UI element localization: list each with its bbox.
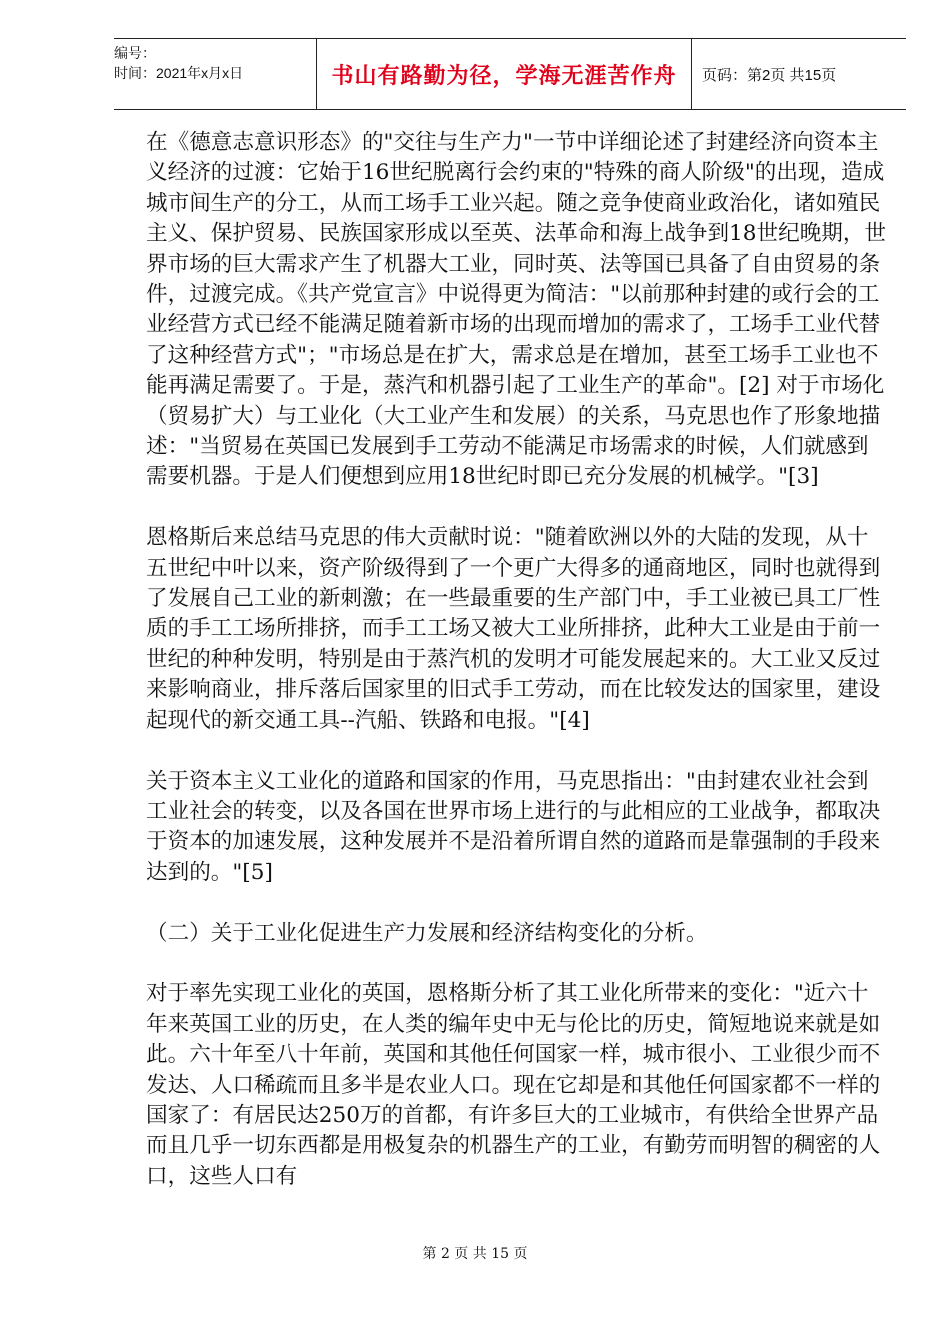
document-number-label: 编号： — [114, 45, 156, 61]
paragraph: 对于率先实现工业化的英国，恩格斯分析了其工业化所带来的变化："近六十年来英国工业的历史，在人类的编年史中无与伦比的历史，简短地说来就是如此。六十年至八十年前，英国和其他任何国家一样，城市很小、工业很少而不发达、人口稀疏而且多半是农业人口。现在它却是和其他任何国家都不一样的国家了：有居民达250万的首都，有许多巨大的工业城市，有供给全世界产品而且几乎一切东西都是用极复杂的机器生产的工业，有勤劳而明智的稠密的人口，这些人口有 — [146, 981, 881, 1189]
header-page-info: 页码：第2页 共15页 — [702, 66, 837, 84]
header-slogan: 书山有路勤为径，学海无涯苦作舟 — [316, 39, 692, 109]
page-footer: 第 2 页 共 15 页 — [422, 1246, 528, 1262]
paragraph: 在《德意志意识形态》的"交往与生产力"一节中详细论述了封建经济向资本主义经济的过渡：它始于16世纪脱离行会约束的"特殊的商人阶级"的出现，造成城市间生产的分工，从而工场手工业兴起。随之竞争使商业政治化，诸如殖民主义、保护贸易、民族国家形成以至英、法革命和海上战争到18世纪晚期，世界市场的巨大需求产生了机器大工业，同时英、法等国已具备了自由贸易的条件，过渡完成。《共产党宣言》中说得更为简洁："以前那种封建的或行会的工业经营方式已经不能满足随着新市场的出现而增加的需求了，工场手工业代替了这种经营方式"；"市场总是在扩大，需求总是在增加，甚至工场手工业也不能再满足需要了。于是，蒸汽和机器引起了工业生产的革命"。[2] 对于市场化（贸易扩大）与工业化（大工业产生和发展）的关系，马克思也作了形象地描述："当贸易在英国已发展到手工劳动不能满足市场需求的时候，人们就感到需要机器。于是人们便想到应用18世纪时即已充分发展的机械学。"[3] — [146, 130, 887, 490]
section-heading: （二）关于工业化促进生产力发展和经济结构变化的分析。 — [146, 920, 708, 946]
paragraph: 关于资本主义工业化的道路和国家的作用，马克思指出："由封建农业社会到工业社会的转变，以及各国在世界市场上进行的与此相应的工业战争，都取决于资本的加速发展，这种发展并不是沿着所谓自然的道路而是靠强制的手段来达到的。"[5] — [146, 768, 881, 885]
page-header — [114, 38, 906, 110]
header-meta — [114, 39, 314, 113]
document-body — [146, 128, 890, 1192]
document-time-label: 时间：2021年x月x日 — [114, 65, 244, 81]
paragraph: 恩格斯后来总结马克思的伟大贡献时说："随着欧洲以外的大陆的发现，从十五世纪中叶以来，资产阶级得到了一个更广大得多的通商地区，同时也就得到了发展自己工业的新刺激；在一些最重要的生产部门中，手工业被已具工厂性质的手工工场所排挤，而手工工场又被大工业所排挤，此种大工业是由于前一世纪的种种发明，特别是由于蒸汽机的发明才可能发展起来的。大工业又反过来影响商业，排斥落后国家里的旧式手工劳动，而在比较发达的国家里，建设起现代的新交通工具--汽船、铁路和电报。"[4] — [146, 525, 881, 733]
